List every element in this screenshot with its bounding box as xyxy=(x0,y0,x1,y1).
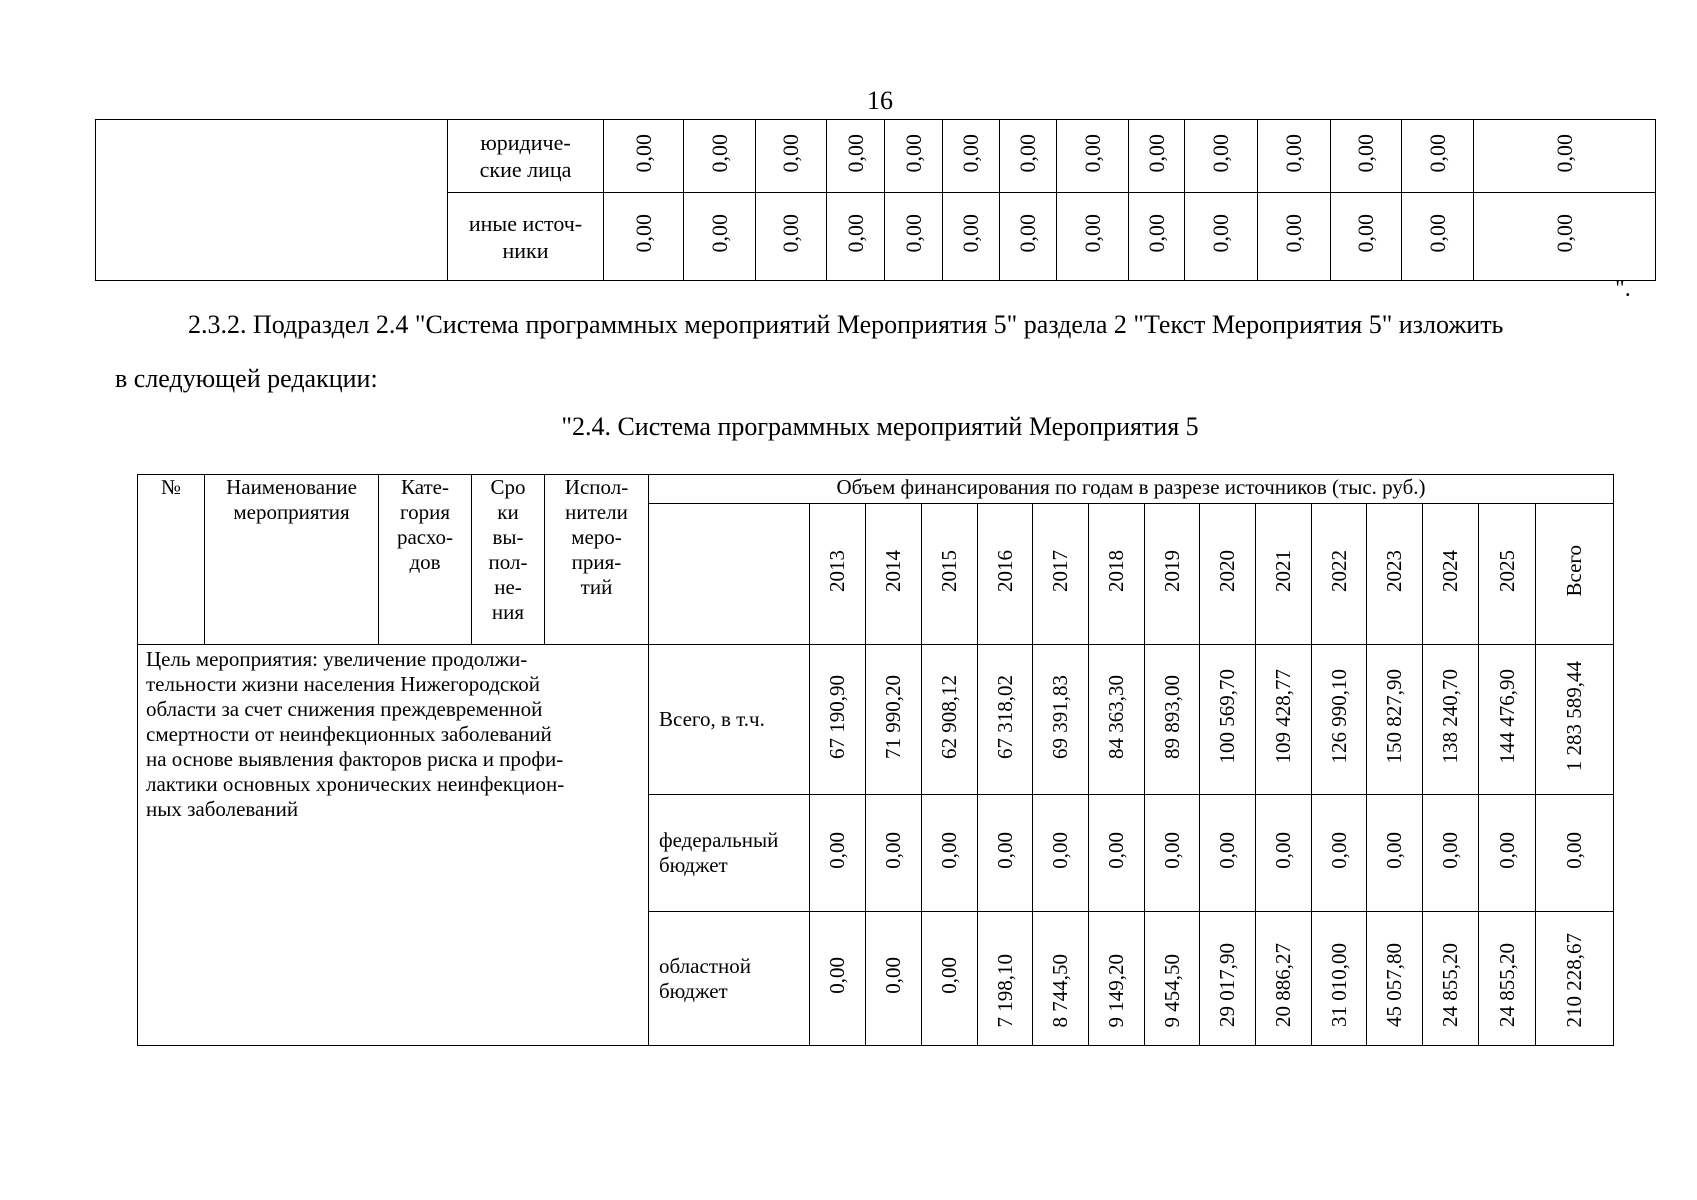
value-cell: 0,00 xyxy=(922,795,978,912)
value-cell: 0,00 xyxy=(1402,193,1474,281)
header-executors: Испол- нители меро- прия- тий xyxy=(545,475,649,645)
year-header: Всего xyxy=(1536,504,1614,645)
header-funding: Объем финансирования по годам в разрезе источников (тыс. руб.) xyxy=(649,475,1614,504)
header-terms: Сро ки вы- пол- не- ния xyxy=(472,475,545,645)
table-row xyxy=(96,120,1656,193)
value-cell: 0,00 xyxy=(943,193,1000,281)
value-cell: 0,00 xyxy=(1474,120,1656,193)
value-cell: 67 318,02 xyxy=(978,645,1033,795)
closing-quote: ". xyxy=(1615,276,1631,302)
value-cell: 0,00 xyxy=(1145,795,1200,912)
paragraph-line-1: 2.3.2. Подраздел 2.4 "Система программных мероприятий Мероприятия 5" раздела 2 "Текст Мероприятия 5" изложить xyxy=(188,310,1504,339)
value-cell: 0,00 xyxy=(1479,795,1536,912)
program-measures-table xyxy=(137,474,1614,1046)
value-cell: 0,00 xyxy=(684,193,756,281)
value-cell: 0,00 xyxy=(1185,193,1258,281)
header-category: Кате- гория расхо- дов xyxy=(379,475,472,645)
value-cell: 0,00 xyxy=(1089,795,1145,912)
value-cell: 7 198,10 xyxy=(978,912,1033,1046)
continuation-table xyxy=(95,119,1656,281)
year-header: 2022 xyxy=(1312,504,1367,645)
value-cell: 0,00 xyxy=(1258,120,1331,193)
value-cell: 0,00 xyxy=(1200,795,1256,912)
value-cell: 0,00 xyxy=(1536,795,1614,912)
value-cell: 0,00 xyxy=(978,795,1033,912)
value-cell: 0,00 xyxy=(885,120,943,193)
value-cell: 0,00 xyxy=(1423,795,1479,912)
value-cell: 0,00 xyxy=(756,120,827,193)
year-header: 2024 xyxy=(1423,504,1479,645)
value-cell: 126 990,10 xyxy=(1312,645,1367,795)
value-cell: 109 428,77 xyxy=(1256,645,1312,795)
year-header: 2018 xyxy=(1089,504,1145,645)
value-cell: 20 886,27 xyxy=(1256,912,1312,1046)
value-cell: 71 990,20 xyxy=(866,645,922,795)
value-cell: 8 744,50 xyxy=(1033,912,1089,1046)
value-cell: 0,00 xyxy=(1367,795,1423,912)
value-cell: 0,00 xyxy=(1258,193,1331,281)
year-header: 2016 xyxy=(978,504,1033,645)
year-header: 2023 xyxy=(1367,504,1423,645)
year-header: 2013 xyxy=(810,504,866,645)
value-cell: 0,00 xyxy=(1185,120,1258,193)
year-header: 2014 xyxy=(866,504,922,645)
value-cell: 0,00 xyxy=(1057,120,1129,193)
value-cell: 0,00 xyxy=(810,912,866,1046)
value-cell: 150 827,90 xyxy=(1367,645,1423,795)
source-label: иные источ- ники xyxy=(448,193,604,281)
value-cell: 69 391,83 xyxy=(1033,645,1089,795)
source-label: федеральный бюджет xyxy=(649,795,810,912)
value-cell: 0,00 xyxy=(756,193,827,281)
value-cell: 0,00 xyxy=(922,912,978,1046)
year-header: 2015 xyxy=(922,504,978,645)
value-cell: 0,00 xyxy=(1256,795,1312,912)
value-cell: 0,00 xyxy=(943,120,1000,193)
value-cell: 100 569,70 xyxy=(1200,645,1256,795)
year-header: 2021 xyxy=(1256,504,1312,645)
value-cell: 0,00 xyxy=(866,912,922,1046)
value-cell: 0,00 xyxy=(810,795,866,912)
paragraph-line-2: в следующей редакции: xyxy=(115,364,378,393)
value-cell: 0,00 xyxy=(1000,193,1057,281)
value-cell: 89 893,00 xyxy=(1145,645,1200,795)
value-cell: 0,00 xyxy=(604,193,684,281)
value-cell: 0,00 xyxy=(1129,193,1185,281)
header-row xyxy=(138,475,1614,504)
value-cell: 29 017,90 xyxy=(1200,912,1256,1046)
value-cell: 0,00 xyxy=(1331,120,1402,193)
value-cell: 62 908,12 xyxy=(922,645,978,795)
value-cell: 9 454,50 xyxy=(1145,912,1200,1046)
value-cell: 0,00 xyxy=(604,120,684,193)
value-cell: 0,00 xyxy=(1312,795,1367,912)
value-cell: 0,00 xyxy=(1129,120,1185,193)
header-name: Наименование мероприятия xyxy=(205,475,379,645)
table-row xyxy=(138,645,1614,795)
section-title: "2.4. Система программных мероприятий Мероприятия 5 xyxy=(561,412,1199,441)
empty-header-cell xyxy=(649,504,810,645)
value-cell: 0,00 xyxy=(1000,120,1057,193)
value-cell: 0,00 xyxy=(827,193,885,281)
value-cell: 0,00 xyxy=(866,795,922,912)
source-label: юридиче- ские лица xyxy=(448,120,604,193)
value-cell: 1 283 589,44 xyxy=(1536,645,1614,795)
value-cell: 0,00 xyxy=(827,120,885,193)
value-cell: 9 149,20 xyxy=(1089,912,1145,1046)
value-cell: 24 855,20 xyxy=(1423,912,1479,1046)
year-header: 2017 xyxy=(1033,504,1089,645)
value-cell: 84 363,30 xyxy=(1089,645,1145,795)
empty-cell xyxy=(96,120,448,281)
value-cell: 144 476,90 xyxy=(1479,645,1536,795)
value-cell: 67 190,90 xyxy=(810,645,866,795)
source-label: Всего, в т.ч. xyxy=(649,645,810,795)
value-cell: 45 057,80 xyxy=(1367,912,1423,1046)
page-number: 16 xyxy=(867,86,893,115)
value-cell: 0,00 xyxy=(885,193,943,281)
value-cell: 0,00 xyxy=(1331,193,1402,281)
goal-text: Цель мероприятия: увеличение продолжи- тельности жизни населения Нижегородской области за счет снижения преждевременной смертности от неинфекционных заболеваний на основе выявления факторов риска и профи- лактики основных хронических неинфекцион- ных заболеваний xyxy=(138,645,649,1046)
value-cell: 0,00 xyxy=(684,120,756,193)
year-header: 2019 xyxy=(1145,504,1200,645)
year-header: 2025 xyxy=(1479,504,1536,645)
value-cell: 0,00 xyxy=(1033,795,1089,912)
value-cell: 31 010,00 xyxy=(1312,912,1367,1046)
source-label: областной бюджет xyxy=(649,912,810,1046)
value-cell: 0,00 xyxy=(1057,193,1129,281)
value-cell: 138 240,70 xyxy=(1423,645,1479,795)
value-cell: 0,00 xyxy=(1402,120,1474,193)
value-cell: 0,00 xyxy=(1474,193,1656,281)
value-cell: 210 228,67 xyxy=(1536,912,1614,1046)
header-num: № xyxy=(138,475,205,645)
value-cell: 24 855,20 xyxy=(1479,912,1536,1046)
year-header: 2020 xyxy=(1200,504,1256,645)
